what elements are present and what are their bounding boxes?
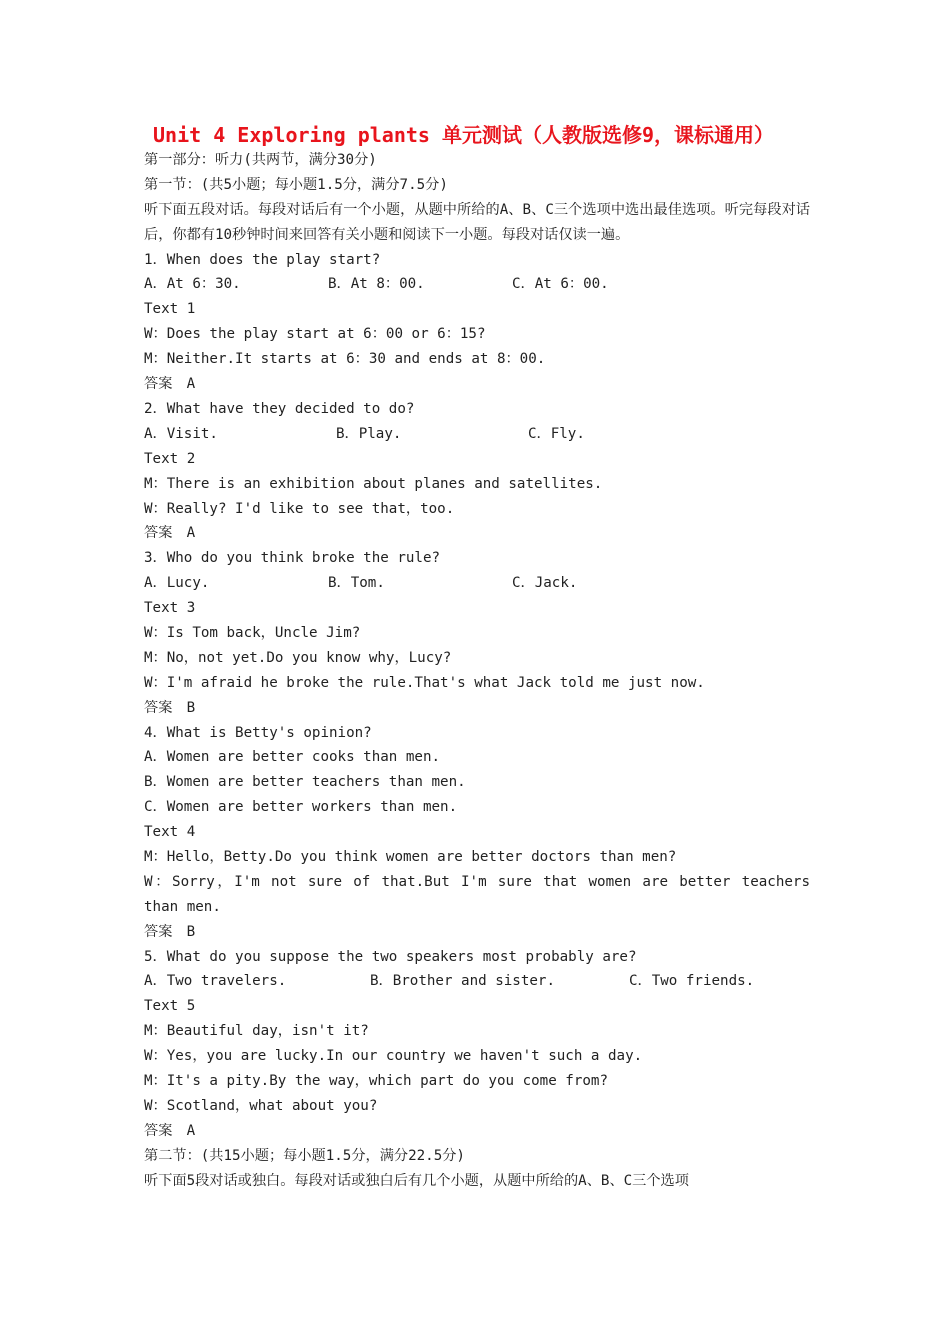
question-4: 4．What is Betty's opinion?	[144, 724, 372, 741]
question-3: 3．Who do you think broke the rule?	[144, 550, 441, 567]
option-a: A．Lucy.	[144, 575, 210, 592]
dialogue-line: M：No，not yet.Do you know why，Lucy?	[144, 649, 452, 666]
section2-heading: 第二节：(共15小题；每小题1.5分，满分22.5分)	[144, 1147, 465, 1164]
option-a: A．Visit.	[144, 425, 218, 442]
option-c: C．Fly.	[528, 425, 585, 442]
question-2: 2．What have they decided to do?	[144, 400, 415, 417]
dialogue-line: W：Yes，you are lucky.In our country we haven't such a day.	[144, 1048, 643, 1065]
text-label-3: Text 3	[144, 600, 196, 617]
option-b: B．At 8：00.	[328, 276, 425, 293]
dialogue-line: W：Scotland，what about you?	[144, 1097, 378, 1114]
answer-1: 答案 A	[144, 376, 196, 393]
question-5-options	[144, 969, 810, 994]
section1-instructions: 听下面五段对话。每段对话后有一个小题，从题中所给的A、B、C三个选项中选出最佳选项。听完每段对话后，你都有10秒钟时间来回答有关小题和阅读下一小题。每段对话仅读一遍。	[144, 201, 810, 243]
question-3-options	[144, 571, 810, 596]
dialogue-line: M：Beautiful day，isn't it?	[144, 1023, 369, 1040]
document-title: Unit 4 Exploring plants 单元测试（人教版选修9，课标通用）	[153, 123, 775, 147]
text-label-2: Text 2	[144, 450, 196, 467]
dialogue-line: M：Hello，Betty.Do you think women are better doctors than men?	[144, 848, 677, 865]
question-5: 5．What do you suppose the two speakers most probably are?	[144, 948, 637, 965]
section2-instructions: 听下面5段对话或独白。每段对话或独白后有几个小题，从题中所给的A、B、C三个选项	[144, 1172, 689, 1189]
answer-2: 答案 A	[144, 525, 196, 542]
part1-heading: 第一部分：听力(共两节，满分30分)	[144, 152, 377, 168]
option-b: B．Play.	[336, 425, 402, 442]
question-1-options	[144, 272, 810, 297]
answer-5: 答案 A	[144, 1122, 196, 1139]
dialogue-line: M：It's a pity.By the way，which part do you come from?	[144, 1073, 608, 1090]
text-label-5: Text 5	[144, 998, 196, 1015]
option-b: B．Brother and sister.	[370, 973, 556, 990]
option-c: C．Jack.	[512, 575, 578, 592]
text-label-4: Text 4	[144, 824, 196, 841]
text-label-1: Text 1	[144, 301, 196, 318]
dialogue-line: M：Neither.It starts at 6：30 and ends at 8：00.	[144, 351, 546, 368]
option-c: C．Women are better workers than men.	[144, 799, 458, 816]
question-2-options	[144, 422, 810, 447]
answer-3: 答案 B	[144, 699, 196, 716]
option-b: B．Tom.	[328, 575, 385, 592]
dialogue-line: W：Is Tom back，Uncle Jim?	[144, 624, 361, 641]
question-1: 1．When does the play start?	[144, 251, 381, 268]
option-a: A．Women are better cooks than men.	[144, 749, 441, 766]
answer-4: 答案 B	[144, 923, 196, 940]
option-a: A．Two travelers.	[144, 973, 287, 990]
option-c: C．At 6：00.	[512, 276, 609, 293]
section1-heading: 第一节：(共5小题；每小题1.5分，满分7.5分)	[144, 176, 448, 193]
option-c: C．Two friends.	[629, 973, 755, 990]
dialogue-line: W：Sorry，I'm not sure of that.But I'm sure that women are better teachers than men.	[144, 873, 810, 915]
dialogue-line: W：Really? I'd like to see that，too.	[144, 500, 455, 517]
dialogue-line: W：I'm afraid he broke the rule.That's what Jack told me just now.	[144, 674, 705, 691]
option-b: B．Women are better teachers than men.	[144, 774, 466, 791]
dialogue-line: W：Does the play start at 6：00 or 6：15?	[144, 326, 486, 343]
option-a: A．At 6：30.	[144, 276, 241, 293]
dialogue-line: M：There is an exhibition about planes and satellites.	[144, 475, 603, 492]
document-body	[144, 148, 810, 1193]
